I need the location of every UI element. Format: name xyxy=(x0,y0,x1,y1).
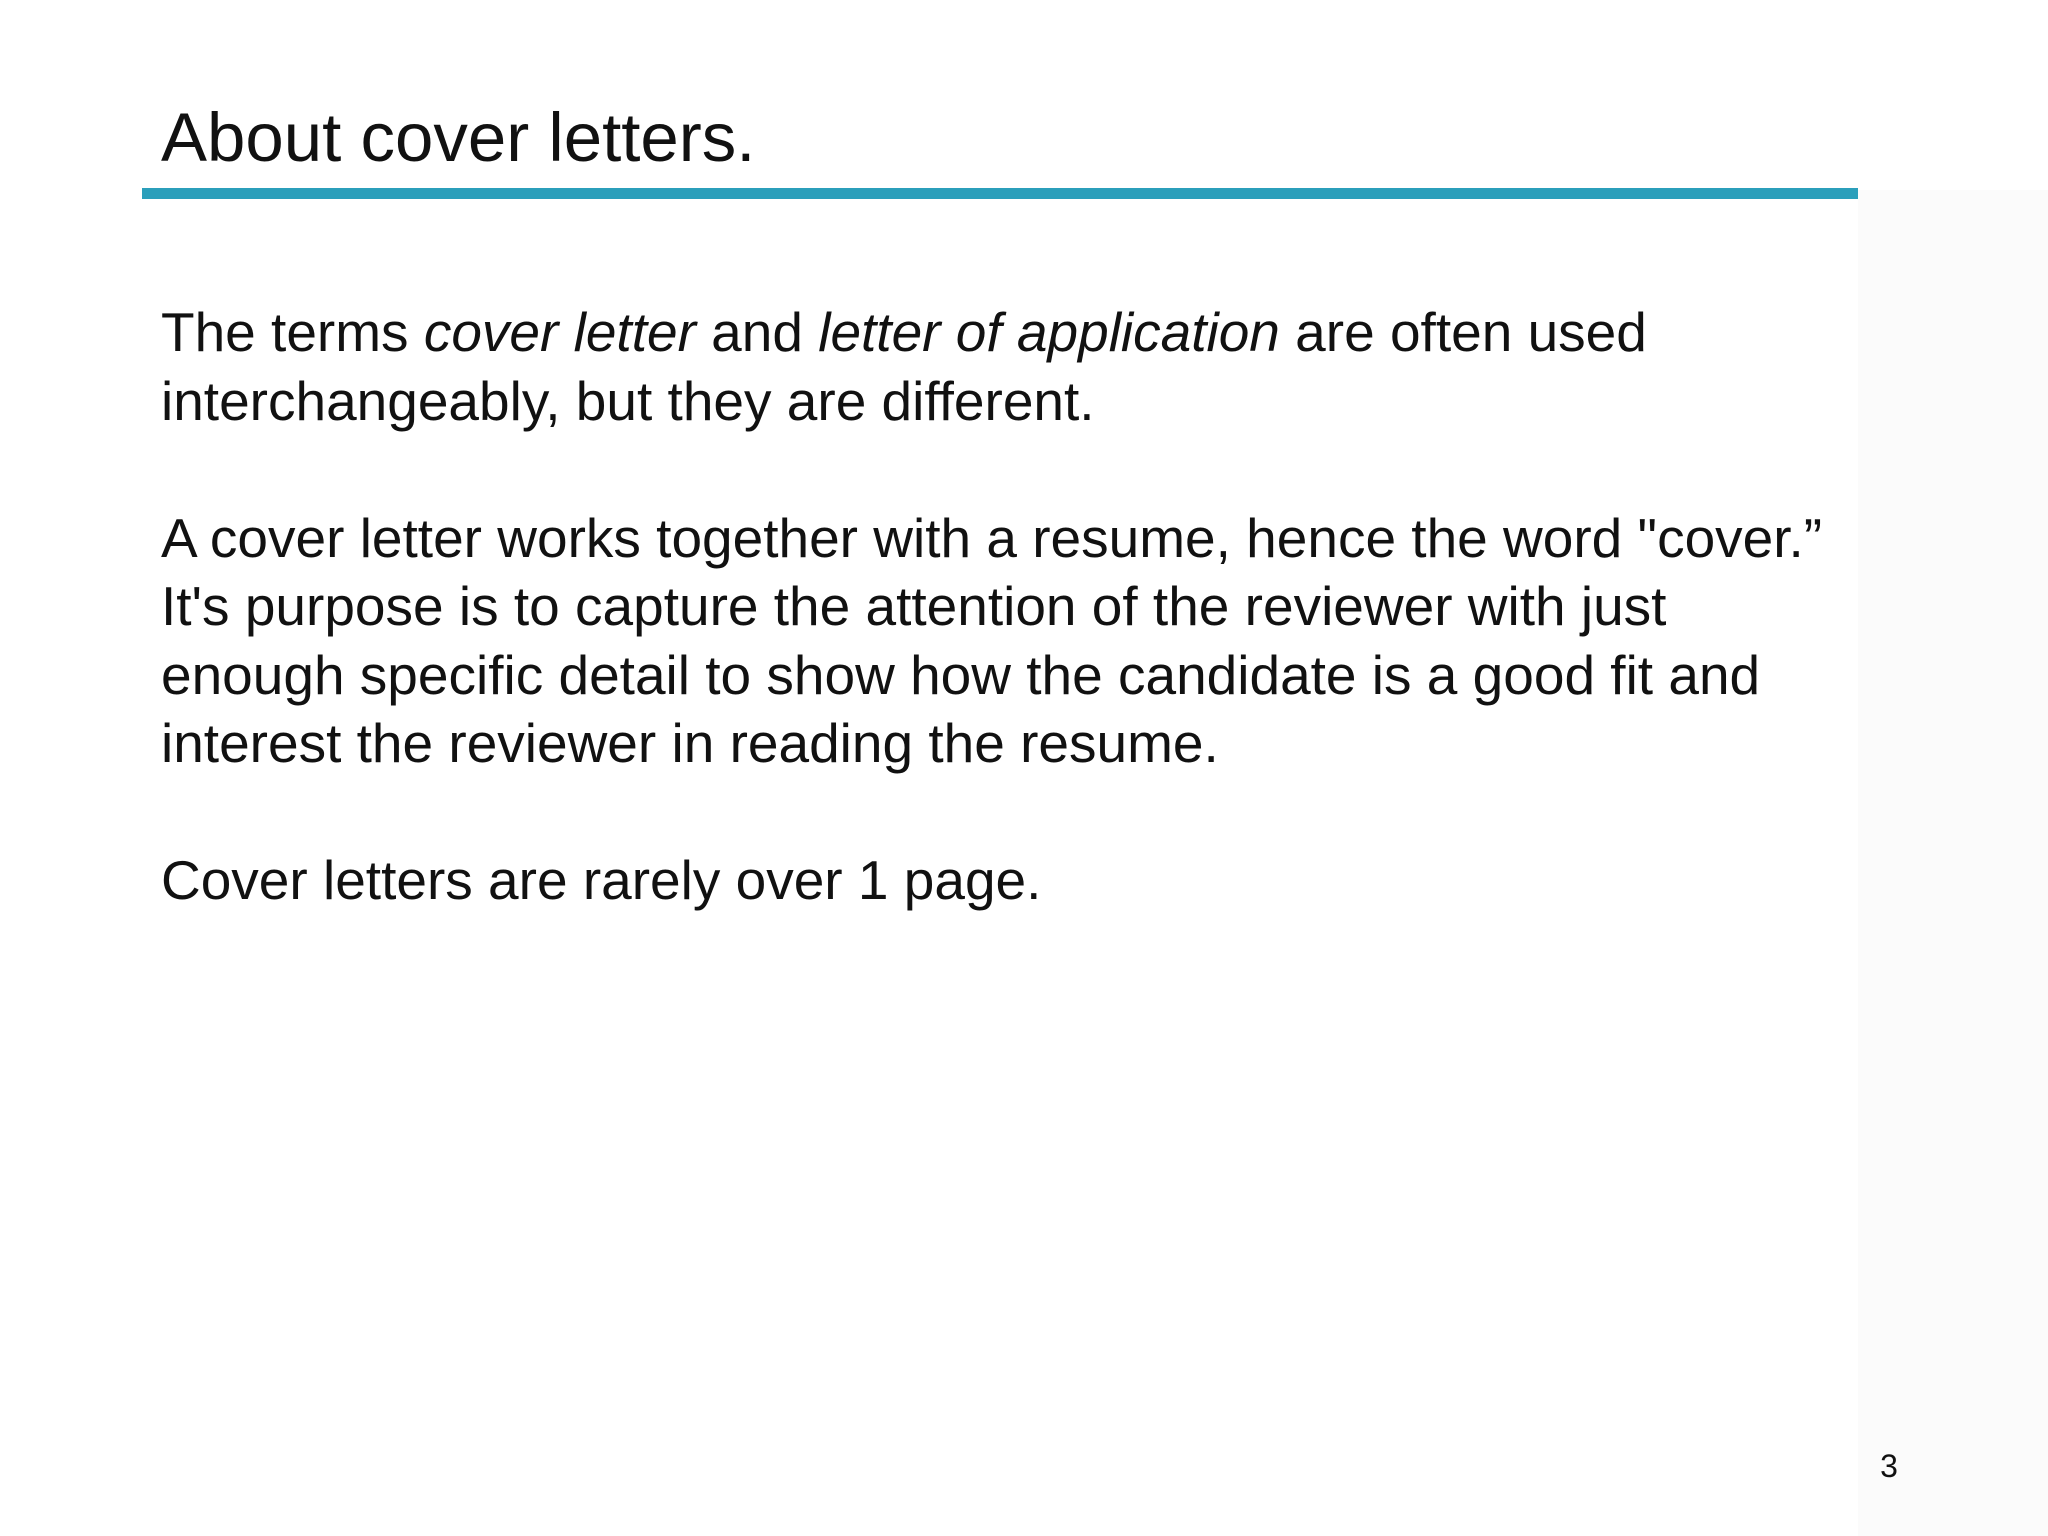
italic-term-cover-letter: cover letter xyxy=(423,301,696,363)
italic-term-letter-of-application: letter of application xyxy=(818,301,1280,363)
paragraph-line: interest the reviewer in reading the resume. xyxy=(161,712,1219,774)
background-panel xyxy=(1858,190,2048,1536)
paragraph-line: enough specific detail to show how the candidate is a good fit and xyxy=(161,643,1761,706)
paragraph-line: Cover letters are rarely over 1 page. xyxy=(161,849,1042,911)
paragraph-line: A cover letter works together with a resume, hence the word "cover.” xyxy=(161,506,1823,569)
paragraph-line: interchangeably, but they are different. xyxy=(161,369,1095,432)
paragraph-line: It's purpose is to capture the attention of the reviewer with just xyxy=(161,575,1667,637)
paragraph-terms xyxy=(161,298,1881,435)
text-span: The terms xyxy=(161,301,424,363)
page-number: 3 xyxy=(1880,1448,1898,1484)
paragraph-length xyxy=(161,846,1881,915)
slide-title: About cover letters. xyxy=(161,99,756,176)
title-underline xyxy=(142,188,1858,199)
text-span: are often used xyxy=(1279,301,1647,363)
text-span: and xyxy=(695,301,819,363)
paragraph-purpose xyxy=(161,504,1881,778)
paragraph-line xyxy=(161,298,1881,367)
slide-body xyxy=(161,298,1881,915)
